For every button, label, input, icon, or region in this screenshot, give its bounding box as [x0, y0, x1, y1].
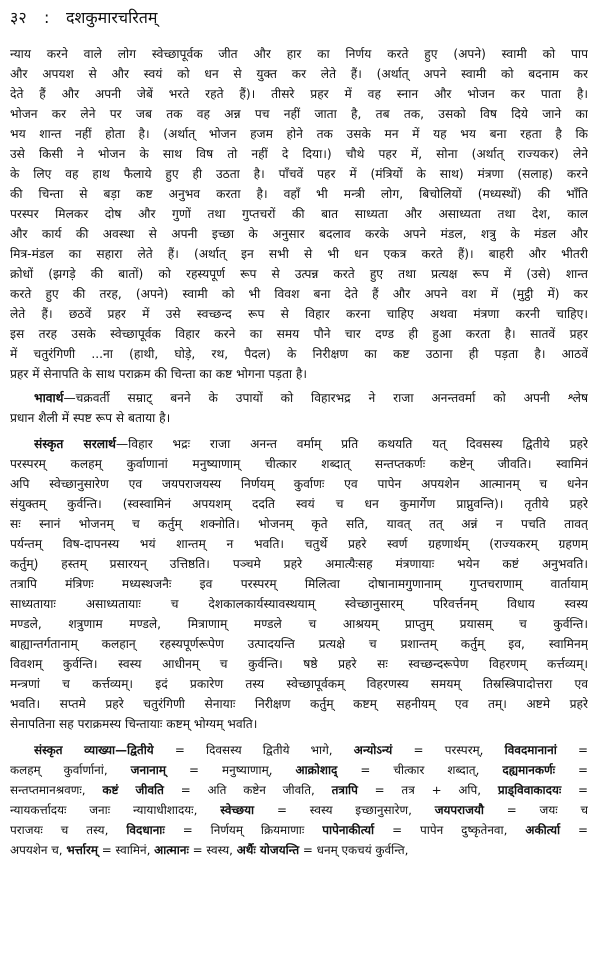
translation-line: भय शान्त नहीं होता है। (अर्थात् भोजन हजम होने तक उसके मन में यह भय बना रहता है कि: [10, 127, 588, 141]
vyakhya-term: —द्वितीये: [115, 743, 154, 757]
translation-line: और कार्य की अवस्था से अपनी इच्छा के अनुसार बदलाव करके अपने मंडल, शत्रु के मंडल और: [10, 227, 588, 241]
saralartha-line: सेनापतिना सह पराक्रमस्य चिन्तायाः कष्टम् भोग्यम् भवति।: [10, 717, 258, 731]
saralartha-line: मण्डले, शत्रुणाम मण्डले, मित्राणाम् मण्डले च आश्रयम् प्राप्तुम् प्रयासम् च कुर्वन्ति।: [10, 617, 588, 631]
translation-line: करते हुए की तरह, (अपने) स्वामी को भी विवश बना देते हैं और अपने वश में (मुट्ठी में) कर: [10, 287, 588, 301]
saralartha-label: संस्कृत सरलार्थ: [34, 437, 116, 451]
saralartha-line: अपि स्वेच्छानुसारेण एव जयपराजयस्य निर्णयम् कुर्वाणः एव पापेन अपयशेन आत्मानम् च धनेन: [10, 477, 588, 491]
vyakhya-gloss: = तत्र + अपि,: [357, 783, 498, 797]
vyakhya-term: आक्रोशाद्: [295, 763, 338, 777]
vyakhya-gloss: = दिवसस्य द्वितीये भागे,: [153, 743, 354, 757]
vyakhya-line: [10, 800, 588, 820]
translation-line: की चिन्ता से बड़ा कष्ट अनुभव करता है। वहाँ भी मन्त्री लोग, बिचोलियों (मध्यस्थों) की भाँति: [10, 187, 588, 201]
saralartha-line: मन्त्रणां च कर्त्तव्यम्। इदं प्रकारेण तस्य स्वेच्छापूर्वकम् विहरणस्य समयम् तिस्रस्त्रिपादोत्तरा एव: [10, 677, 588, 691]
vyakhya-gloss: = स्वस्य इच्छानुसारेण,: [254, 803, 435, 817]
vyakhya-label: संस्कृत व्याख्या: [34, 743, 116, 757]
translation-line: देते हैं और अपनी जेबें भरते रहते हैं)। तीसरे प्रहर में वह स्नान और भोजन कर पाता है।: [10, 87, 588, 101]
vyakhya-gloss: अपयशेन च,: [10, 843, 67, 857]
vyakhya-term: विवदमानानां: [504, 743, 557, 757]
saralartha-line: विवशम् कुर्वन्ति। स्वस्य आधीनम् च कुर्वन्ति। षष्ठे प्रहरे सः स्वच्छन्दरूपेण विहरणम् कर्त्तव्यम्।: [10, 657, 588, 671]
bhavartha-text: —चक्रवर्ती सम्राट् बनने के उपायों को विहारभद्र ने राजा अनन्तवर्मा को अपनी श्लेष: [63, 391, 588, 405]
header-separator: :: [44, 8, 50, 27]
vyakhya-gloss: = पापेन दुष्कृतेनवा,: [374, 823, 526, 837]
bhavartha-line: प्रधान शैली में स्पष्ट रूप से बताया है।: [10, 411, 171, 425]
vyakhya-term: जनानाम्: [130, 763, 166, 777]
translation-line: के लिए वह हाथ फैलाये हुए ही उठता है। पाँचवें पहर में (मंत्रियों के साथ) मंत्रणा (सलाह) करने: [10, 167, 588, 181]
bhavartha-label: भावार्थ: [34, 391, 64, 405]
vyakhya-term: अर्थैः योजयन्ति: [236, 843, 300, 857]
saralartha-line: परस्परम् कलहम् कुर्वाणानां मनुष्याणाम् चीत्कार शब्दात् सन्तप्तकर्णः कष्टेन् जीवति। स्वामिनं: [10, 457, 588, 471]
vyakhya-term: स्वेच्छया: [220, 803, 255, 817]
vyakhya-term: कष्टं जीवति: [102, 783, 164, 797]
book-title: दशकुमारचरितम्: [66, 8, 158, 27]
vyakhya-gloss: न्यायकर्त्तादयः जनाः न्यायाधीशादयः,: [10, 803, 221, 817]
vyakhya-gloss: =: [556, 743, 588, 757]
vyakhya-gloss: = निर्णयम् क्रियमाणाः: [164, 823, 323, 837]
vyakhya-gloss: पराजयः च तस्य,: [10, 823, 127, 837]
translation-line: परस्पर मिलकर दोष और गुणों तथा गुप्तचरों की बात साध्यता और असाध्यता तथा देश, काल: [10, 207, 588, 221]
translation-line: प्रहर में सेनापति के साथ पराक्रम की चिन्ता का कष्ट भोगना पड़ता है।: [10, 367, 308, 381]
page-header: [10, 6, 590, 30]
page-number: ३२: [10, 8, 27, 27]
translation-line: न्याय करने वाले लोग स्वेच्छापूर्वक जीत और हार का निर्णय करते हुए (अपने) स्वामी को पाप: [10, 47, 588, 61]
vyakhya-gloss: सन्तप्तमानश्रवणः,: [10, 783, 103, 797]
vyakhya-gloss: = परस्परम्,: [392, 743, 505, 757]
vyakhya-term: विदधानाः: [126, 823, 165, 837]
vyakhya-line: [10, 760, 588, 780]
translation-line: इस तरह उसके स्वेच्छापूर्वक विहार करने का समय पौने चार दण्ड ही हुआ करता है। सातवें प्रहर: [10, 327, 588, 341]
vyakhya-gloss: =: [560, 823, 588, 837]
saralartha-line: भवति। सप्तमे प्रहरे चतुरंगिणी सेनायाः निरीक्षण कर्तुम् कष्टम् सहनीयम् एव तम्। अष्टमे प्रहरे: [10, 697, 588, 711]
vyakhya-term: प्राड्विवाकादयः: [497, 783, 562, 797]
vyakhya-gloss: = स्वामिनं,: [97, 843, 155, 857]
vyakhya-gloss: = अति कष्टेन जीवति,: [163, 783, 332, 797]
saralartha-line: साध्यतायाः असाध्यतायाः च देशकालकार्यस्यावस्थयाम् स्वेच्छानुसारम् परिवर्त्तनम् विधाय स्वस्य: [10, 597, 588, 611]
vyakhya-term: दह्यमानकर्णः: [502, 763, 555, 777]
translation-line: क्रोधों (झगड़े की बातों) को रहस्यपूर्ण रूप से उत्पन्न करते हुए तथा प्रत्यक्ष रूप में (उसे) शान्त: [10, 267, 588, 281]
saralartha-line: [34, 434, 588, 454]
vyakhya-gloss: = स्वस्य,: [188, 843, 237, 857]
saralartha-line: तत्रापि मंत्रिणः मध्यस्थजनैः इव परस्परम् मिलित्वा दोषानामगुणानाम् गुप्तचराणाम् वार्तायाम्: [10, 577, 588, 591]
vyakhya-line: [34, 740, 588, 760]
saralartha-line: कर्तुम्) हस्तम् प्रसारयन् उत्तिष्ठति। पञ्चमे प्रहरे अमात्यैःसह मंत्रणायाः भयेन कष्टं अनुभवति।: [10, 557, 588, 571]
vyakhya-gloss: = चीत्कार शब्दात्,: [337, 763, 503, 777]
translation-line: मित्र-मंडल का सहारा लेते हैं। (अर्थात् इन सभी से भी धन एकत्र करते हैं)। बाहरी और भीतरी: [10, 247, 588, 261]
vyakhya-term: तत्रापि: [331, 783, 358, 797]
vyakhya-line: [10, 780, 588, 800]
vyakhya-line: [10, 840, 588, 860]
vyakhya-term: पापेनाकीर्त्या: [322, 823, 375, 837]
vyakhya-term: अन्योऽन्यं: [353, 743, 393, 757]
saralartha-line: बाह्यान्तर्गतानाम् कलहान् रहस्यपूर्णरूपेण उत्पादयन्ति प्रत्यक्षे च प्रशान्तम् कर्तुम् इव, स्वामिनम्: [10, 637, 588, 651]
vyakhya-term: अकीर्त्या: [525, 823, 561, 837]
saralartha-line: सः स्नानं भोजनम् च कर्तुम् शक्नोति। भोजनम् कृते सति, यावत् तत् अन्नं न पचति तावत्: [10, 517, 588, 531]
saralartha-text: —विहार भद्रः राजा अनन्त वर्माम् प्रति कथयति यत् दिवसस्य द्वितीये प्रहरे: [115, 437, 588, 451]
vyakhya-gloss: = धनम् एकचयं कुर्वन्ति,: [299, 843, 409, 857]
vyakhya-gloss: =: [561, 783, 588, 797]
bhavartha-line: [34, 388, 588, 408]
saralartha-line: संयुक्तम् कुर्वन्ति। (स्वस्वामिनं अपयशम् ददति स्वयं च धन कुमार्गेण प्राप्नुवन्ति)। तृतीये प्रहरे: [10, 497, 588, 511]
vyakhya-line: [10, 820, 588, 840]
vyakhya-term: भर्त्तारम्: [66, 843, 98, 857]
saralartha-line: पर्यन्तम् विष-दापनस्य भयं शान्तम् न भवति। चतुर्थे प्रहरे स्वर्ण ग्रहणार्थम् (राज्यकरम् ग्रहणम्: [10, 537, 588, 551]
vyakhya-term: जयपराजयौ: [434, 803, 484, 817]
vyakhya-gloss: =: [554, 763, 588, 777]
translation-line: में चतुरंगिणी ...ना (हाथी, घोड़े, रथ, पैदल) के निरीक्षण का कष्ट उठाना ही पड़ता है। आठवें: [10, 347, 588, 361]
vyakhya-gloss: = जयः च: [483, 803, 588, 817]
translation-line: भोजन कर लेने पर जब तक वह अन्न पच नहीं जाता है, तब तक, उसको विष दिये जाने का: [10, 107, 588, 121]
translation-line: और अपयश से और स्वयं को धन से युक्त कर लेते हैं। (अर्थात् अपने स्वामी को बदनाम कर: [10, 67, 588, 81]
vyakhya-gloss: कलहम् कुर्वार्णानां,: [10, 763, 131, 777]
translation-line: लेते हैं। छठवें प्रहर में उसे स्वच्छन्द रूप से विहार करना चाहिए अथवा मंत्रणा करनी चाहिए।: [10, 307, 588, 321]
vyakhya-term: आत्मानः: [154, 843, 189, 857]
vyakhya-gloss: = मनुष्याणाम्,: [165, 763, 296, 777]
translation-line: उसे किसी ने भोजन के साथ विष तो नहीं दे दिया।) चौथे पहर में, सोना (अर्थात् राज्यकर) लेने: [10, 147, 588, 161]
